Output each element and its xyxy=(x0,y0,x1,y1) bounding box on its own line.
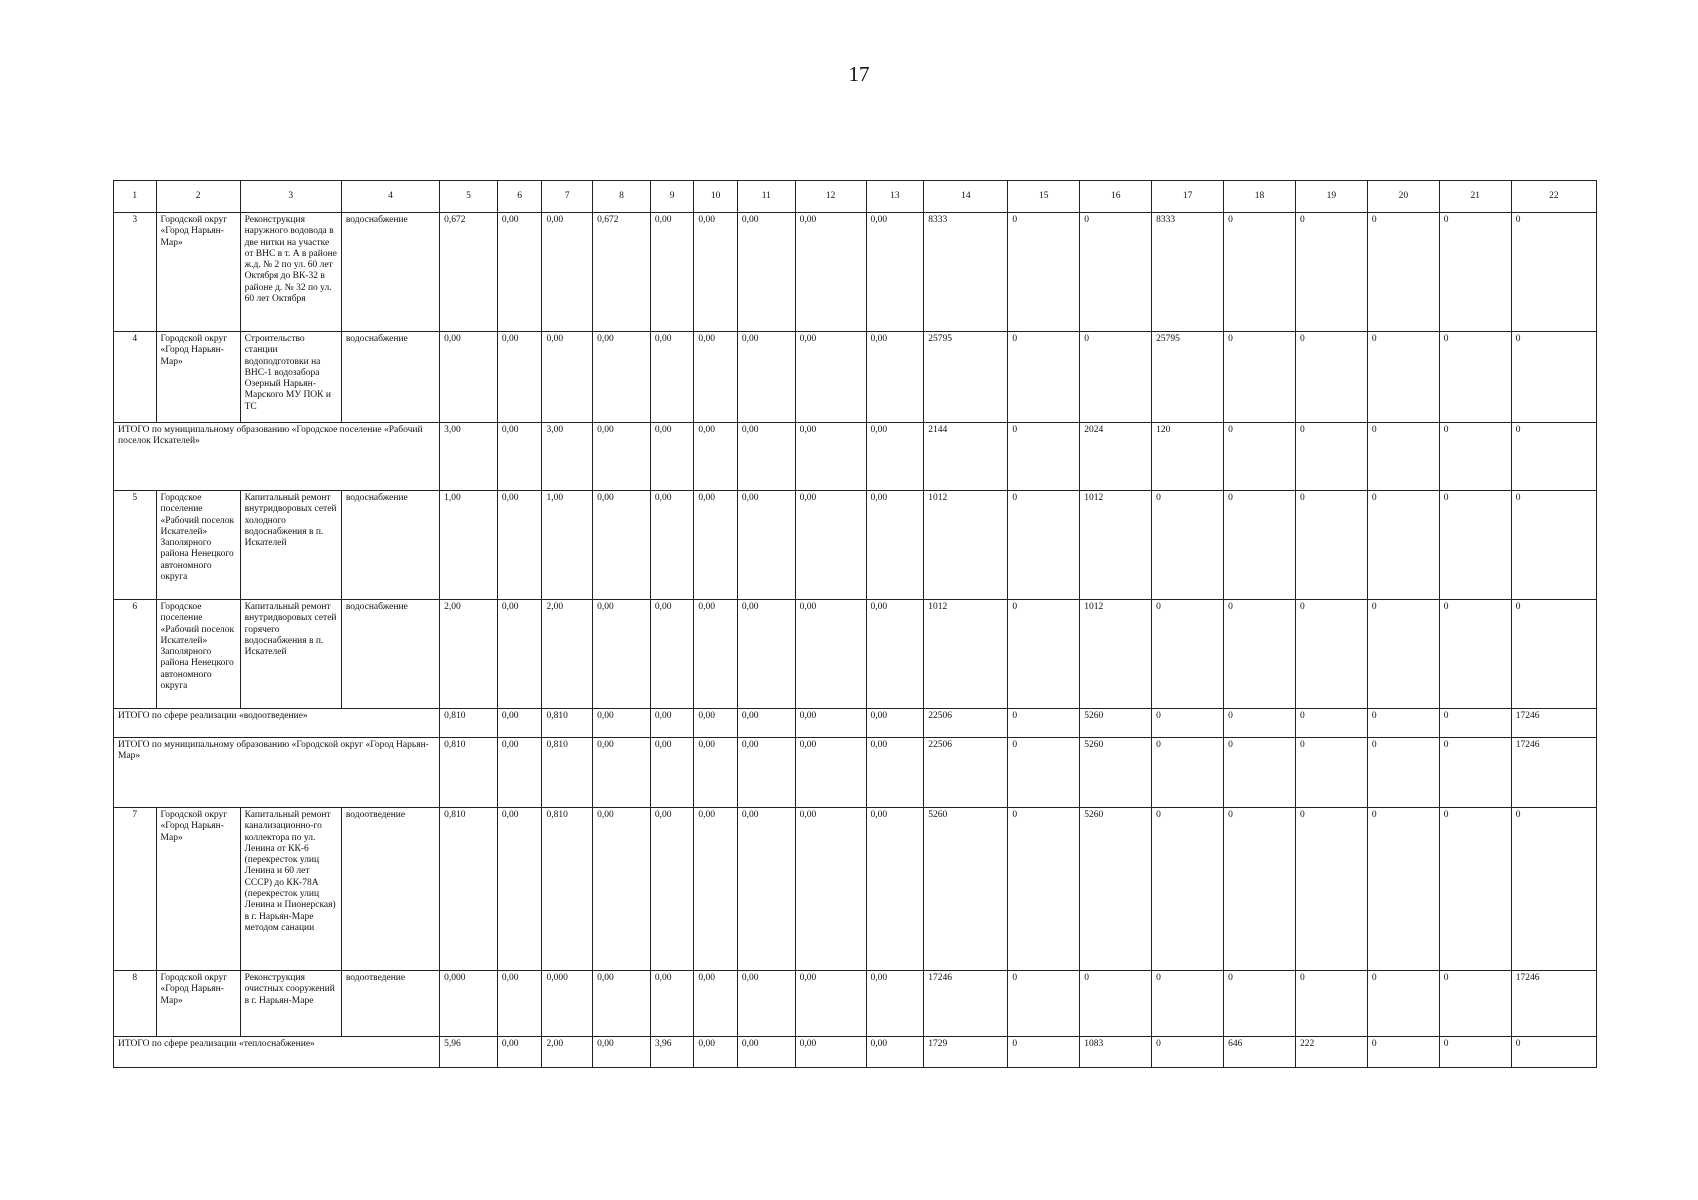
value-cell: 2,00 xyxy=(542,600,593,709)
value-cell: 0,00 xyxy=(497,332,542,423)
value-cell: 0,00 xyxy=(497,738,542,808)
table-row xyxy=(114,971,1597,1037)
value-cell: 0,810 xyxy=(440,709,498,738)
value-cell: 0 xyxy=(1152,738,1224,808)
project-cell: Реконструкция наружного водовода в две нитки на участке от ВНС в т. А в районе ж.д. № 2 по ул. 60 лет Октября до ВК-32 в районе д. № 32 по ул. 60 лет Октября xyxy=(240,213,341,332)
column-number: 2 xyxy=(156,181,240,213)
value-cell: 1083 xyxy=(1080,1037,1152,1068)
column-number: 5 xyxy=(440,181,498,213)
value-cell: 0,00 xyxy=(497,423,542,491)
value-cell: 0,00 xyxy=(795,1037,866,1068)
municipality-cell: Городской округ «Город Нарьян-Мар» xyxy=(156,808,240,971)
value-cell: 0 xyxy=(1439,1037,1511,1068)
value-cell: 0,00 xyxy=(866,423,924,491)
value-cell: 0,00 xyxy=(737,491,795,600)
total-row xyxy=(114,738,1597,808)
value-cell: 0 xyxy=(1295,600,1367,709)
value-cell: 0,00 xyxy=(795,213,866,332)
value-cell: 0,00 xyxy=(795,491,866,600)
value-cell: 0,00 xyxy=(737,709,795,738)
value-cell: 0,00 xyxy=(593,1037,651,1068)
value-cell: 0,00 xyxy=(737,423,795,491)
value-cell: 5,96 xyxy=(440,1037,498,1068)
value-cell: 0,00 xyxy=(694,491,738,600)
value-cell: 2144 xyxy=(924,423,1008,491)
value-cell: 0 xyxy=(1295,332,1367,423)
value-cell: 0 xyxy=(1152,491,1224,600)
value-cell: 0,00 xyxy=(650,808,694,971)
value-cell: 0 xyxy=(1367,971,1439,1037)
value-cell: 0,00 xyxy=(737,1037,795,1068)
value-cell: 25795 xyxy=(924,332,1008,423)
value-cell: 0,00 xyxy=(737,332,795,423)
value-cell: 0,00 xyxy=(650,971,694,1037)
value-cell: 0,00 xyxy=(650,332,694,423)
column-number: 7 xyxy=(542,181,593,213)
row-number: 5 xyxy=(114,491,157,600)
total-row xyxy=(114,1037,1597,1068)
sector-cell: водоотведение xyxy=(341,808,439,971)
value-cell: 0,00 xyxy=(694,213,738,332)
value-cell: 0 xyxy=(1439,808,1511,971)
row-number: 7 xyxy=(114,808,157,971)
value-cell: 0 xyxy=(1367,1037,1439,1068)
value-cell: 0,00 xyxy=(497,1037,542,1068)
value-cell: 17246 xyxy=(1511,971,1596,1037)
value-cell: 0,00 xyxy=(694,709,738,738)
table-row xyxy=(114,332,1597,423)
value-cell: 0,00 xyxy=(737,738,795,808)
value-cell: 17246 xyxy=(924,971,1008,1037)
value-cell: 0 xyxy=(1367,738,1439,808)
value-cell: 0,00 xyxy=(650,738,694,808)
value-cell: 0,00 xyxy=(866,709,924,738)
value-cell: 0 xyxy=(1152,600,1224,709)
value-cell: 0 xyxy=(1224,971,1296,1037)
value-cell: 0,00 xyxy=(866,971,924,1037)
column-number: 17 xyxy=(1152,181,1224,213)
value-cell: 0 xyxy=(1367,213,1439,332)
column-number: 14 xyxy=(924,181,1008,213)
value-cell: 0,810 xyxy=(440,808,498,971)
investment-table xyxy=(113,180,1597,1068)
value-cell: 0,00 xyxy=(737,808,795,971)
sector-cell: водоснабжение xyxy=(341,213,439,332)
column-number: 10 xyxy=(694,181,738,213)
sector-cell: водоснабжение xyxy=(341,600,439,709)
value-cell: 0,00 xyxy=(593,491,651,600)
column-number: 6 xyxy=(497,181,542,213)
value-cell: 0,00 xyxy=(497,491,542,600)
value-cell: 0 xyxy=(1511,808,1596,971)
municipality-cell: Городское поселение «Рабочий поселок Искателей» Заполярного района Ненецкого автономного округа xyxy=(156,600,240,709)
column-number: 18 xyxy=(1224,181,1296,213)
value-cell: 0 xyxy=(1295,423,1367,491)
value-cell: 0 xyxy=(1224,213,1296,332)
value-cell: 646 xyxy=(1224,1037,1296,1068)
value-cell: 17246 xyxy=(1511,709,1596,738)
value-cell: 0 xyxy=(1439,491,1511,600)
municipality-cell: Городской округ «Город Нарьян-Мар» xyxy=(156,213,240,332)
value-cell: 0,00 xyxy=(694,808,738,971)
value-cell: 5260 xyxy=(1080,709,1152,738)
value-cell: 17246 xyxy=(1511,738,1596,808)
value-cell: 0 xyxy=(1439,709,1511,738)
value-cell: 0,00 xyxy=(593,709,651,738)
value-cell: 0 xyxy=(1511,1037,1596,1068)
value-cell: 0 xyxy=(1224,332,1296,423)
value-cell: 0,00 xyxy=(497,971,542,1037)
sector-cell: водоотведение xyxy=(341,971,439,1037)
value-cell: 0 xyxy=(1295,971,1367,1037)
value-cell: 0 xyxy=(1439,971,1511,1037)
value-cell: 0,00 xyxy=(650,423,694,491)
value-cell: 0,00 xyxy=(593,600,651,709)
value-cell: 0,000 xyxy=(542,971,593,1037)
value-cell: 0 xyxy=(1511,213,1596,332)
value-cell: 0,00 xyxy=(795,423,866,491)
value-cell: 0 xyxy=(1224,738,1296,808)
value-cell: 0 xyxy=(1008,709,1080,738)
value-cell: 0 xyxy=(1367,709,1439,738)
value-cell: 0 xyxy=(1367,808,1439,971)
total-label: ИТОГО по сфере реализации «теплоснабжение» xyxy=(114,1037,440,1068)
value-cell: 0,00 xyxy=(650,213,694,332)
value-cell: 0 xyxy=(1295,738,1367,808)
value-cell: 1012 xyxy=(924,600,1008,709)
value-cell: 0,00 xyxy=(694,600,738,709)
value-cell: 0,00 xyxy=(440,332,498,423)
value-cell: 3,00 xyxy=(440,423,498,491)
value-cell: 0,00 xyxy=(542,332,593,423)
value-cell: 0 xyxy=(1152,808,1224,971)
value-cell: 0,00 xyxy=(650,491,694,600)
value-cell: 0,00 xyxy=(795,600,866,709)
value-cell: 0 xyxy=(1152,971,1224,1037)
value-cell: 0,00 xyxy=(497,709,542,738)
municipality-cell: Городское поселение «Рабочий поселок Искателей» Заполярного района Ненецкого автономного округа xyxy=(156,491,240,600)
value-cell: 0,00 xyxy=(795,971,866,1037)
value-cell: 0 xyxy=(1295,491,1367,600)
value-cell: 0 xyxy=(1295,213,1367,332)
value-cell: 0,000 xyxy=(440,971,498,1037)
value-cell: 0,00 xyxy=(650,600,694,709)
row-number: 4 xyxy=(114,332,157,423)
value-cell: 0 xyxy=(1152,709,1224,738)
value-cell: 0,00 xyxy=(737,600,795,709)
value-cell: 0,00 xyxy=(593,738,651,808)
value-cell: 0 xyxy=(1080,332,1152,423)
project-cell: Строительство станции водоподготовки на ВНС-1 водозабора Озерный Нарьян-Марского МУ ПОК и ТС xyxy=(240,332,341,423)
value-cell: 1,00 xyxy=(440,491,498,600)
value-cell: 22506 xyxy=(924,709,1008,738)
value-cell: 0,00 xyxy=(795,738,866,808)
value-cell: 0 xyxy=(1008,808,1080,971)
value-cell: 0 xyxy=(1367,332,1439,423)
value-cell: 1012 xyxy=(1080,600,1152,709)
column-number: 12 xyxy=(795,181,866,213)
row-number: 6 xyxy=(114,600,157,709)
value-cell: 0 xyxy=(1439,423,1511,491)
value-cell: 0 xyxy=(1511,600,1596,709)
value-cell: 0,810 xyxy=(542,808,593,971)
value-cell: 0 xyxy=(1367,423,1439,491)
value-cell: 0 xyxy=(1008,213,1080,332)
value-cell: 0,00 xyxy=(795,808,866,971)
column-number: 3 xyxy=(240,181,341,213)
value-cell: 0,00 xyxy=(650,709,694,738)
value-cell: 0 xyxy=(1439,738,1511,808)
value-cell: 1,00 xyxy=(542,491,593,600)
value-cell: 0,00 xyxy=(694,423,738,491)
value-cell: 0 xyxy=(1152,1037,1224,1068)
value-cell: 0 xyxy=(1224,600,1296,709)
sector-cell: водоснабжение xyxy=(341,491,439,600)
value-cell: 0,00 xyxy=(694,738,738,808)
value-cell: 0,672 xyxy=(440,213,498,332)
value-cell: 0,00 xyxy=(795,332,866,423)
value-cell: 0 xyxy=(1295,709,1367,738)
value-cell: 0,00 xyxy=(694,332,738,423)
value-cell: 0,00 xyxy=(795,709,866,738)
column-number: 11 xyxy=(737,181,795,213)
column-number: 20 xyxy=(1367,181,1439,213)
column-number: 4 xyxy=(341,181,439,213)
value-cell: 5260 xyxy=(1080,738,1152,808)
value-cell: 0 xyxy=(1439,213,1511,332)
value-cell: 120 xyxy=(1152,423,1224,491)
value-cell: 3,96 xyxy=(650,1037,694,1068)
total-row xyxy=(114,423,1597,491)
value-cell: 0 xyxy=(1008,332,1080,423)
value-cell: 0,00 xyxy=(866,808,924,971)
column-number: 9 xyxy=(650,181,694,213)
value-cell: 0 xyxy=(1080,213,1152,332)
project-cell: Капитальный ремонт внутридворовых сетей горячего водоснабжения в п. Искателей xyxy=(240,600,341,709)
value-cell: 0 xyxy=(1008,1037,1080,1068)
value-cell: 0,00 xyxy=(593,332,651,423)
sector-cell: водоснабжение xyxy=(341,332,439,423)
value-cell: 5260 xyxy=(924,808,1008,971)
table-row xyxy=(114,491,1597,600)
column-number: 21 xyxy=(1439,181,1511,213)
value-cell: 0,00 xyxy=(694,971,738,1037)
value-cell: 5260 xyxy=(1080,808,1152,971)
value-cell: 0,810 xyxy=(542,709,593,738)
value-cell: 0 xyxy=(1008,600,1080,709)
column-number: 13 xyxy=(866,181,924,213)
page-number: 17 xyxy=(848,62,870,86)
municipality-cell: Городской округ «Город Нарьян-Мар» xyxy=(156,332,240,423)
value-cell: 0,00 xyxy=(497,213,542,332)
column-numbers-row xyxy=(114,181,1597,213)
value-cell: 0,00 xyxy=(866,1037,924,1068)
value-cell: 0 xyxy=(1008,423,1080,491)
value-cell: 0 xyxy=(1008,971,1080,1037)
value-cell: 0,00 xyxy=(593,808,651,971)
value-cell: 2024 xyxy=(1080,423,1152,491)
value-cell: 0 xyxy=(1511,332,1596,423)
value-cell: 0 xyxy=(1367,600,1439,709)
value-cell: 0,00 xyxy=(593,971,651,1037)
value-cell: 8333 xyxy=(1152,213,1224,332)
value-cell: 0 xyxy=(1295,808,1367,971)
table-row xyxy=(114,213,1597,332)
value-cell: 2,00 xyxy=(542,1037,593,1068)
value-cell: 0,00 xyxy=(737,971,795,1037)
value-cell: 8333 xyxy=(924,213,1008,332)
value-cell: 1729 xyxy=(924,1037,1008,1068)
value-cell: 25795 xyxy=(1152,332,1224,423)
value-cell: 0 xyxy=(1224,808,1296,971)
value-cell: 0,00 xyxy=(866,738,924,808)
total-row xyxy=(114,709,1597,738)
value-cell: 0,672 xyxy=(593,213,651,332)
value-cell: 0,00 xyxy=(497,600,542,709)
row-number: 3 xyxy=(114,213,157,332)
value-cell: 0,00 xyxy=(542,213,593,332)
value-cell: 0,00 xyxy=(866,332,924,423)
value-cell: 0,810 xyxy=(440,738,498,808)
value-cell: 0,00 xyxy=(866,600,924,709)
value-cell: 1012 xyxy=(924,491,1008,600)
value-cell: 0 xyxy=(1008,491,1080,600)
value-cell: 0,810 xyxy=(542,738,593,808)
municipality-cell: Городской округ «Город Нарьян-Мар» xyxy=(156,971,240,1037)
project-cell: Капитальный ремонт канализационно-го коллектора по ул. Ленина от КК-6 (перекресток улиц Ленина и 60 лет СССР) до КК-78А (перекресток улиц Ленина и Пионерская) в г. Нарьян-Маре методом санации xyxy=(240,808,341,971)
value-cell: 0,00 xyxy=(694,1037,738,1068)
column-number: 22 xyxy=(1511,181,1596,213)
table-row xyxy=(114,600,1597,709)
column-number: 8 xyxy=(593,181,651,213)
total-label: ИТОГО по муниципальному образованию «Городское поселение «Рабочий поселок Искателей» xyxy=(114,423,440,491)
value-cell: 0 xyxy=(1224,491,1296,600)
value-cell: 0,00 xyxy=(866,213,924,332)
row-number: 8 xyxy=(114,971,157,1037)
table-row xyxy=(114,808,1597,971)
value-cell: 0 xyxy=(1008,738,1080,808)
value-cell: 0 xyxy=(1511,423,1596,491)
value-cell: 0 xyxy=(1511,491,1596,600)
value-cell: 0 xyxy=(1224,709,1296,738)
column-number: 16 xyxy=(1080,181,1152,213)
total-label: ИТОГО по муниципальному образованию «Городской округ «Город Нарьян-Мар» xyxy=(114,738,440,808)
value-cell: 0 xyxy=(1224,423,1296,491)
column-number: 15 xyxy=(1008,181,1080,213)
value-cell: 3,00 xyxy=(542,423,593,491)
project-cell: Реконструкция очистных сооружений в г. Нарьян-Маре xyxy=(240,971,341,1037)
value-cell: 0 xyxy=(1439,332,1511,423)
value-cell: 0,00 xyxy=(497,808,542,971)
value-cell: 0 xyxy=(1367,491,1439,600)
column-number: 19 xyxy=(1295,181,1367,213)
value-cell: 2,00 xyxy=(440,600,498,709)
value-cell: 0,00 xyxy=(737,213,795,332)
project-cell: Капитальный ремонт внутридворовых сетей холодного водоснабжения в п. Искателей xyxy=(240,491,341,600)
value-cell: 0,00 xyxy=(866,491,924,600)
total-label: ИТОГО по сфере реализации «водоотведение» xyxy=(114,709,440,738)
value-cell: 22506 xyxy=(924,738,1008,808)
value-cell: 1012 xyxy=(1080,491,1152,600)
value-cell: 0 xyxy=(1439,600,1511,709)
value-cell: 222 xyxy=(1295,1037,1367,1068)
column-number: 1 xyxy=(114,181,157,213)
value-cell: 0,00 xyxy=(593,423,651,491)
value-cell: 0 xyxy=(1080,971,1152,1037)
